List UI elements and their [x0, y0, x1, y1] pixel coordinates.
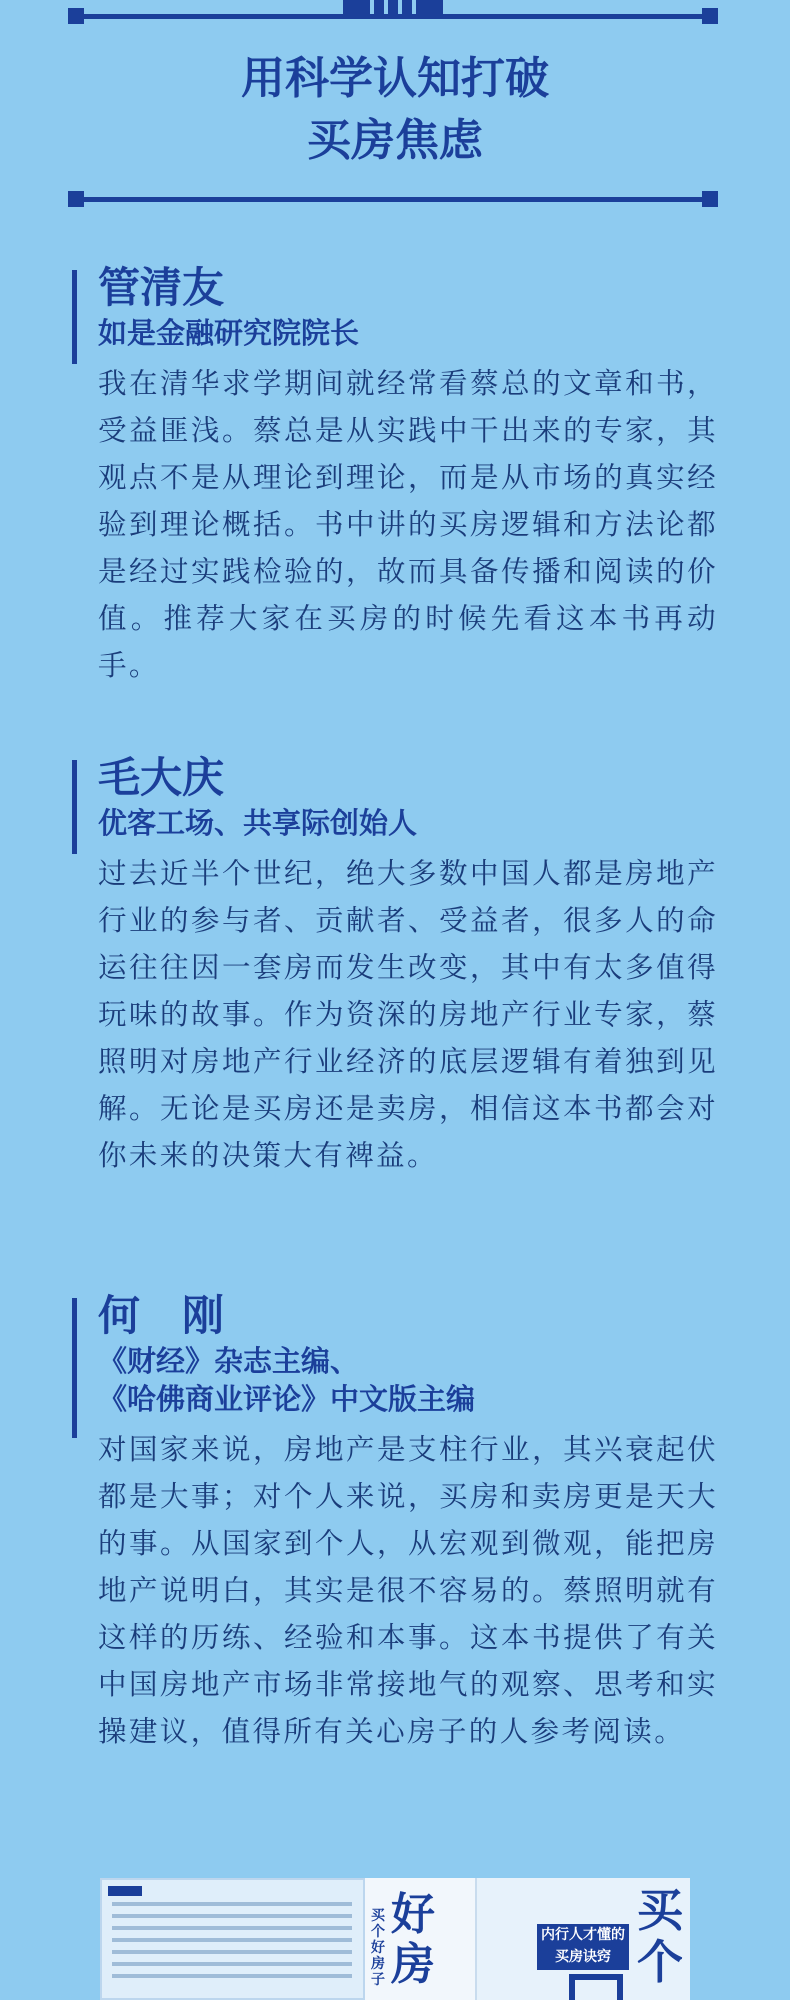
- page-title: [0, 48, 790, 172]
- endorser-role: 如是金融研究院院长: [98, 316, 360, 350]
- book-back-cover: [100, 1878, 365, 2000]
- endorser-name: 毛大庆: [98, 753, 225, 802]
- divider-end-left: [68, 191, 84, 207]
- endorsement-quote: 过去近半个世纪，绝大多数中国人都是房地产行业的参与者、贡献者、受益者，很多人的命运往往因一套房而发生改变，其中有太多值得玩味的故事。作为资深的房地产行业专家，蔡照明对房地产行业经济的底层逻辑有着独到见解。无论是买房还是卖房，相信这本书都会对你未来的决策大有裨益。: [98, 857, 718, 1172]
- front-title-char-2: 个: [637, 1935, 683, 1989]
- back-cover-tag: [108, 1886, 142, 1896]
- title-line-1: 用科学认知打破: [241, 53, 549, 104]
- endorser-role-line-2: 《哈佛商业评论》中文版主编: [98, 1382, 476, 1416]
- book-spine: [365, 1878, 475, 2000]
- endorsement-mao-daqing: [72, 752, 722, 1179]
- back-cover-text-lines: [112, 1902, 352, 1986]
- top-tab-ornament: [343, 0, 443, 17]
- divider-end-right: [702, 8, 718, 24]
- front-title-char-1: 买: [637, 1883, 683, 1937]
- endorsement-he-gang: [72, 1290, 722, 1755]
- endorser-role-line-1: 《财经》杂志主编、: [98, 1344, 360, 1378]
- accent-bar: [72, 760, 77, 854]
- divider-end-right: [702, 191, 718, 207]
- spine-big-title: 好房: [391, 1889, 435, 1990]
- title-line-2: 买房焦虑: [307, 115, 483, 166]
- bottom-divider: [70, 197, 716, 202]
- endorsement-quote: 对国家来说，房地产是支柱行业，其兴衰起伏都是大事；对个人来说，买房和卖房更是天大的事。从国家到个人，从宏观到微观，能把房地产说明白，其实是很不容易的。蔡照明就有这样的历练、经验和本事。这本书提供了有关中国房地产市场非常接地气的观察、思考和实操建议，值得所有关心房子的人参考阅读。: [98, 1433, 718, 1748]
- accent-bar: [72, 1298, 77, 1438]
- endorser-name: 何 刚: [98, 1291, 225, 1340]
- divider-end-left: [68, 8, 84, 24]
- book-front-cover: [475, 1878, 690, 2000]
- endorsement-quote: 我在清华求学期间就经常看蔡总的文章和书，受益匪浅。蔡总是从实践中干出来的专家，其观点不是从理论到理论，而是从市场的真实经验到理论概括。书中讲的买房逻辑和方法论都是经过实践检验的，故而具备传播和阅读的价值。推荐大家在买房的时候先看这本书再动手。: [98, 367, 718, 682]
- endorser-role: 优客工场、共享际创始人: [98, 806, 418, 840]
- front-subtitle: 内行人才懂的买房诀窍: [537, 1924, 629, 1970]
- book-cover-image: [100, 1878, 690, 2000]
- endorsement-guan-qingyou: [72, 262, 722, 689]
- accent-bar: [72, 270, 77, 364]
- house-icon: [569, 1974, 623, 2000]
- endorser-name: 管清友: [98, 263, 225, 312]
- spine-vertical-title: 买个好房子: [371, 1908, 385, 1988]
